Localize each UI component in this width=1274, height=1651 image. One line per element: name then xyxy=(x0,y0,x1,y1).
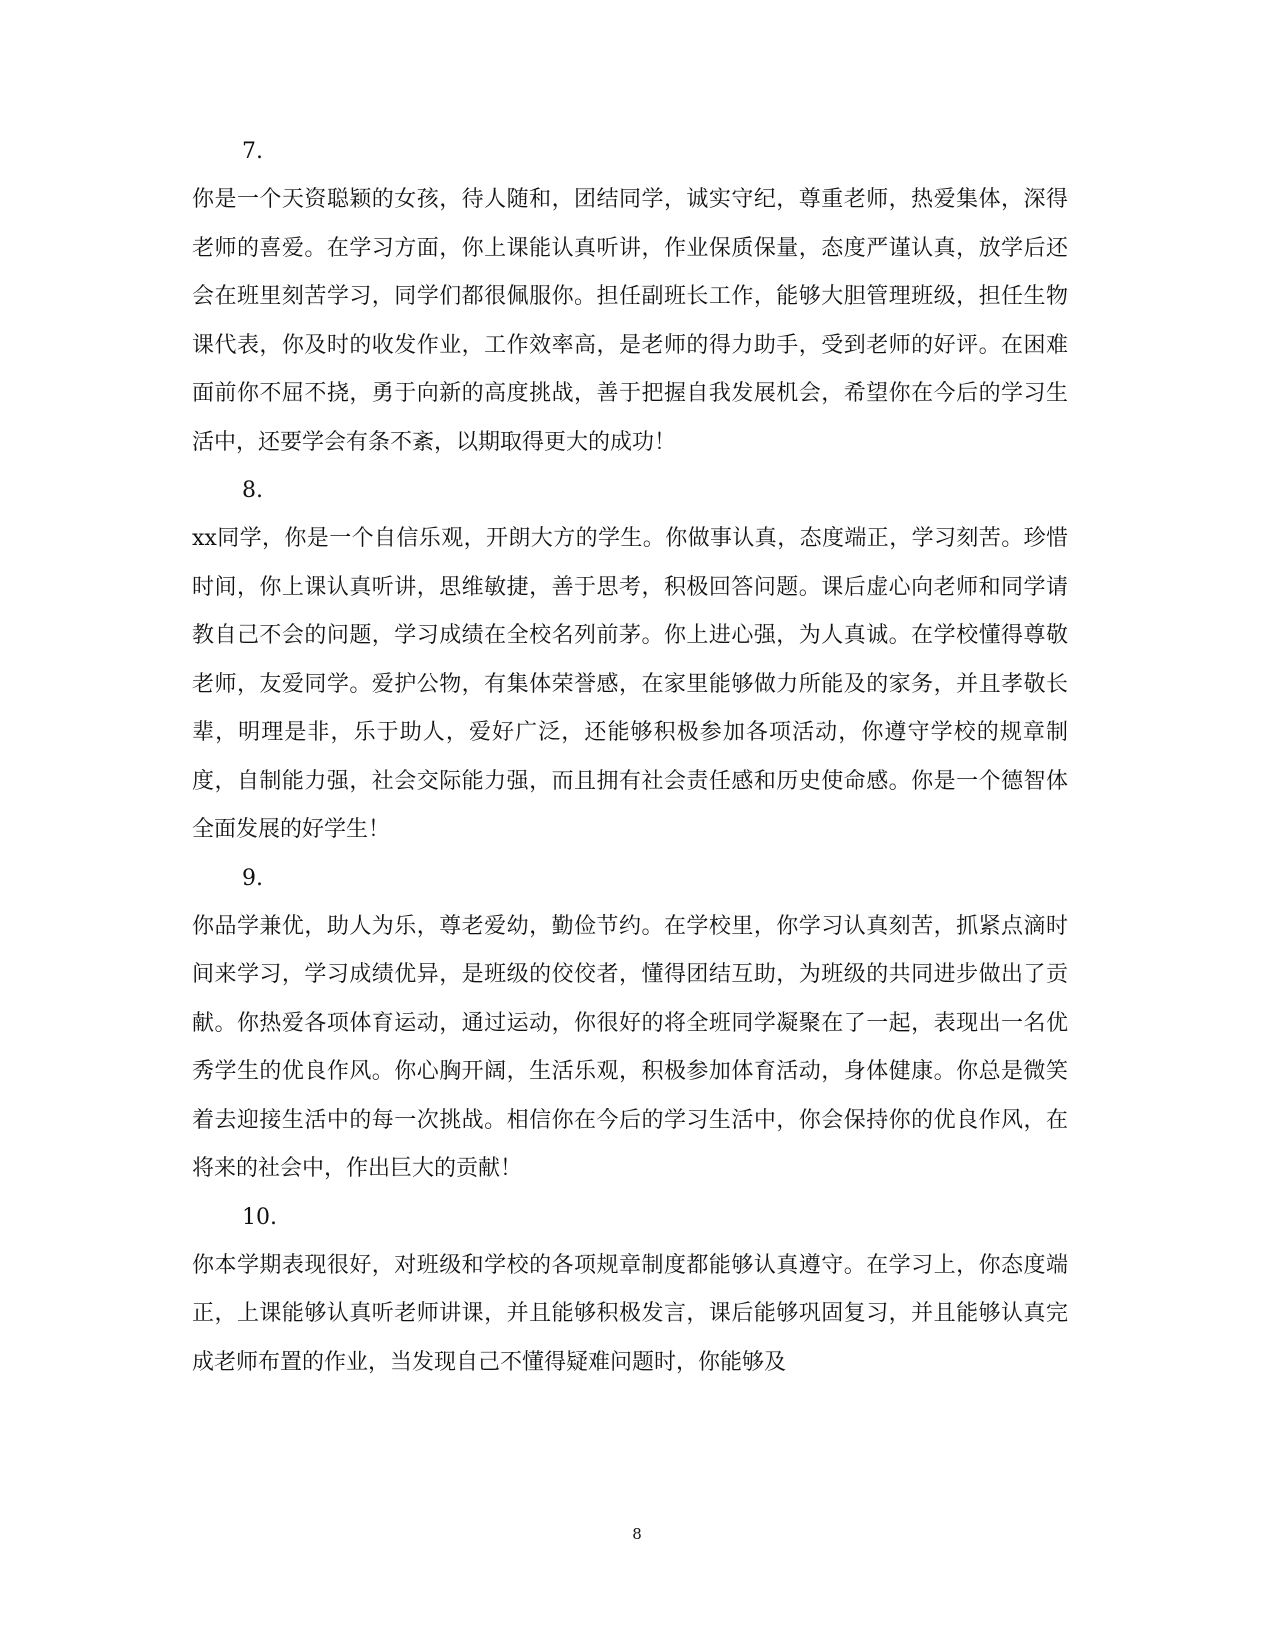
section-number: 8. xyxy=(242,478,263,503)
comment-section-7 xyxy=(192,128,1068,467)
section-paragraph: 你本学期表现很好，对班级和学校的各项规章制度都能够认真遵守。在学习上，你态度端正，上课能够认真听老师讲课，并且能够积极发言，课后能够巩固复习，并且能够认真完成老师布置的作业，当发现自己不懂得疑难问题时，你能够及 xyxy=(192,1252,1068,1375)
page-number: 8 xyxy=(632,1525,642,1543)
section-paragraph: xx同学，你是一个自信乐观，开朗大方的学生。你做事认真，态度端正，学习刻苦。珍惜时间，你上课认真听讲，思维敏捷，善于思考，积极回答问题。课后虚心向老师和同学请教自己不会的问题，学习成绩在全校名列前茅。你上进心强，为人真诚。在学校懂得尊敬老师，友爱同学。爱护公物，有集体荣誉感，在家里能够做力所能及的家务，并且孝敬长辈，明理是非，乐于助人，爱好广泛，还能够积极参加各项活动，你遵守学校的规章制度，自制能力强，社会交际能力强，而且拥有社会责任感和历史使命感。你是一个德智体全面发展的好学生！ xyxy=(192,526,1068,842)
document-body xyxy=(192,128,1068,1387)
section-number: 10. xyxy=(242,1204,277,1230)
section-number: 7. xyxy=(242,139,263,164)
comment-section-9 xyxy=(192,855,1068,1194)
section-paragraph: 你品学兼优，助人为乐，尊老爱幼，勤俭节约。在学校里，你学习认真刻苦，抓紧点滴时间来学习，学习成绩优异，是班级的佼佼者，懂得团结互助，为班级的共同进步做出了贡献。你热爱各项体育运动，通过运动，你很好的将全班同学凝聚在了一起，表现出一名优秀学生的优良作风。你心胸开阔，生活乐观，积极参加体育活动，身体健康。你总是微笑着去迎接生活中的每一次挑战。相信你在今后的学习生活中，你会保持你的优良作风，在将来的社会中，作出巨大的贡献！ xyxy=(192,913,1068,1181)
section-paragraph: 你是一个天资聪颖的女孩，待人随和，团结同学，诚实守纪，尊重老师，热爱集体，深得老师的喜爱。在学习方面，你上课能认真听讲，作业保质保量，态度严谨认真，放学后还会在班里刻苦学习，同学们都很佩服你。担任副班长工作，能够大胆管理班级，担任生物课代表，你及时的收发作业，工作效率高，是老师的得力助手，受到老师的好评。在困难面前你不屈不挠，勇于向新的高度挑战，善于把握自我发展机会，希望你在今后的学习生活中，还要学会有条不紊，以期取得更大的成功！ xyxy=(192,187,1068,455)
comment-section-10 xyxy=(192,1194,1068,1388)
comment-section-8 xyxy=(192,467,1068,855)
section-number: 9. xyxy=(242,865,263,891)
